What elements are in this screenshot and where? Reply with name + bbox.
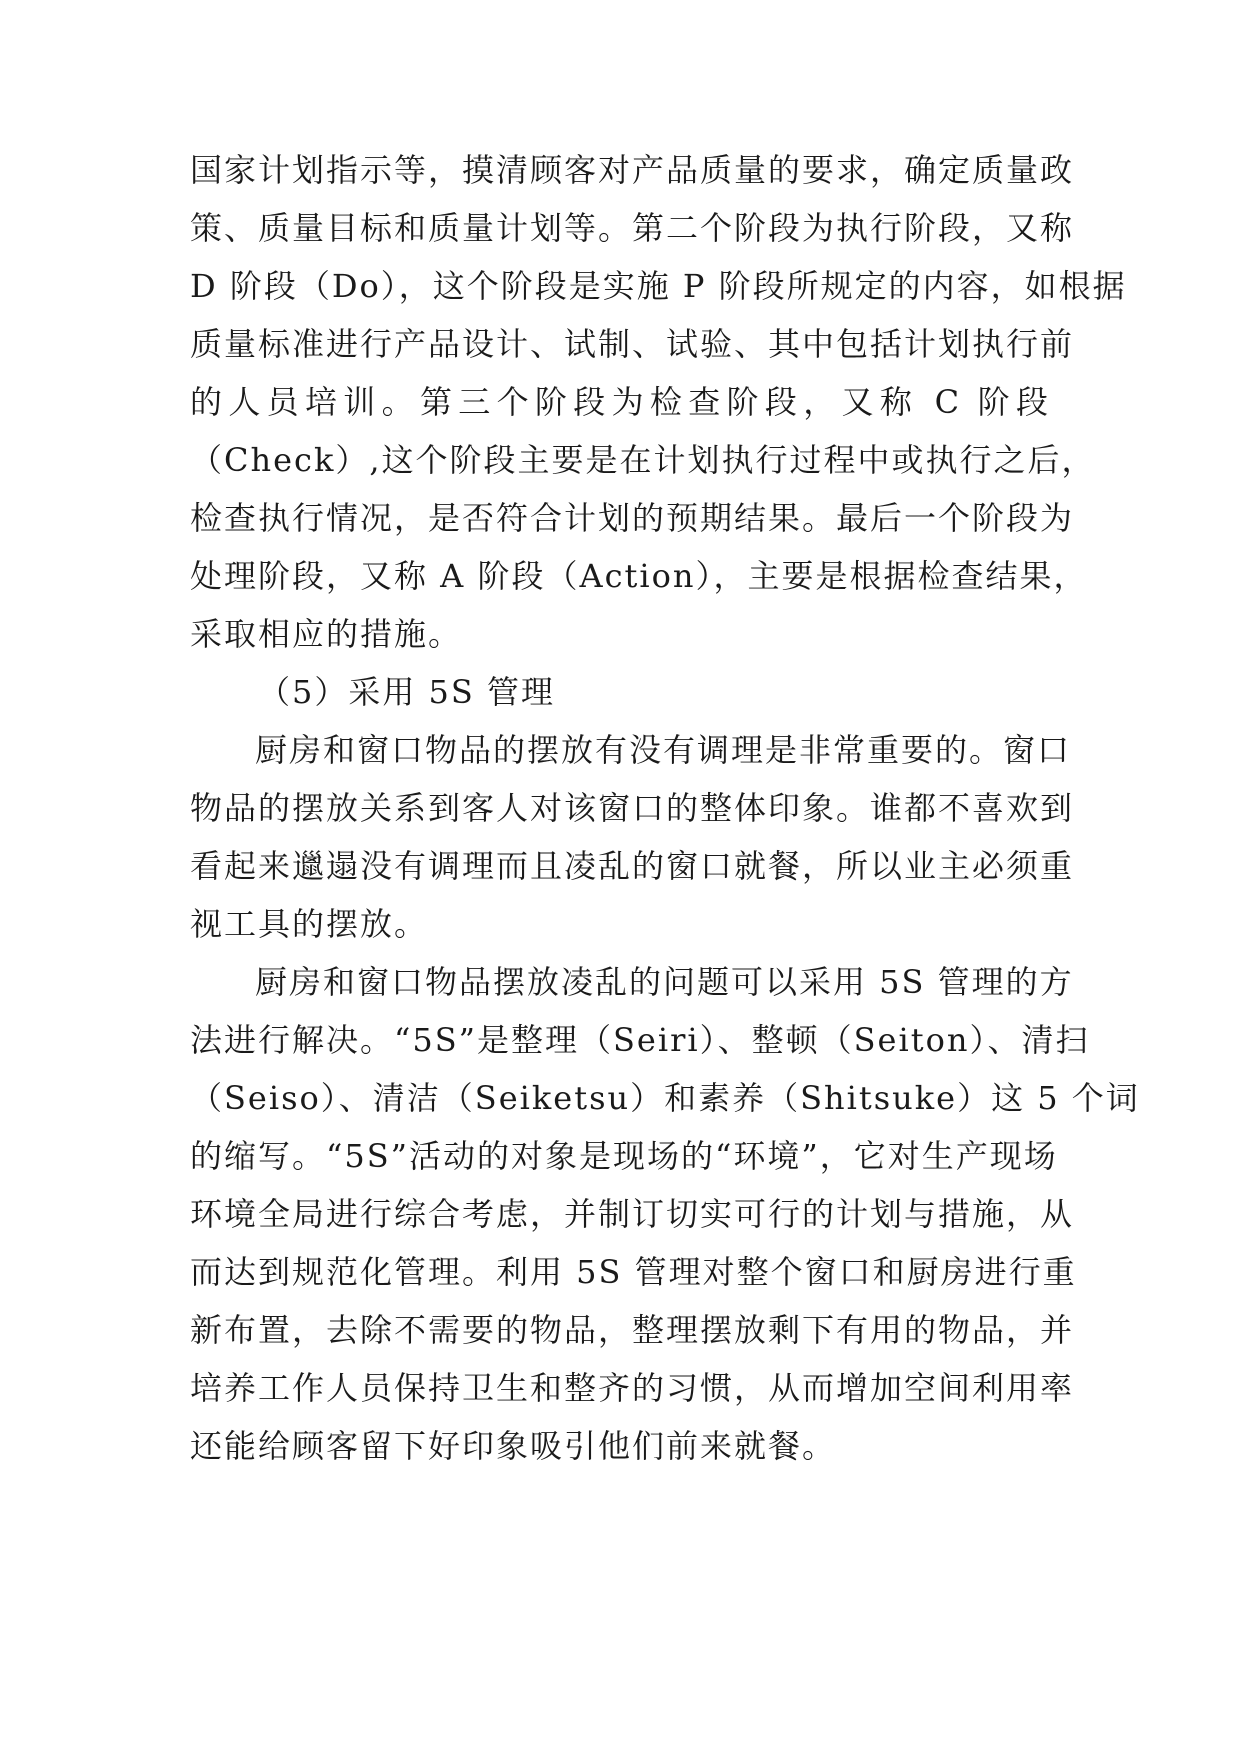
text-line: 检查执行情况，是否符合计划的预期结果。最后一个阶段为 <box>190 499 1075 537</box>
text-line: 新布置，去除不需要的物品，整理摆放剩下有用的物品，并 <box>190 1311 1075 1349</box>
text-line: 厨房和窗口物品的摆放有没有调理是非常重要的。窗口 <box>255 731 1072 769</box>
text-line: 厨房和窗口物品摆放凌乱的问题可以采用 5S 管理的方 <box>255 963 1074 1001</box>
text-line: 处理阶段，又称 A 阶段（Action），主要是根据检查结果， <box>190 557 1088 595</box>
text-line: 法进行解决。“5S”是整理（Seiri）、整顿（Seiton）、清扫 <box>190 1021 1090 1059</box>
text-line: 而达到规范化管理。利用 5S 管理对整个窗口和厨房进行重 <box>190 1253 1077 1291</box>
text-line: 采取相应的措施。 <box>190 615 463 653</box>
text-line: 的缩写。“5S”活动的对象是现场的“环境”，它对生产现场 <box>190 1137 1058 1175</box>
text-line: 环境全局进行综合考虑，并制订切实可行的计划与措施，从 <box>190 1195 1075 1233</box>
section-heading: （5）采用 5S 管理 <box>258 673 555 711</box>
text-line: 策、质量目标和质量计划等。第二个阶段为执行阶段，又称 <box>190 209 1075 247</box>
text-line: 的人员培训。第三个阶段为检查阶段，又称 C 阶段 <box>190 383 1050 421</box>
text-line: 培养工作人员保持卫生和整齐的习惯，从而增加空间利用率 <box>190 1369 1075 1407</box>
text-line: 视工具的摆放。 <box>190 905 429 943</box>
text-line: 看起来邋遢没有调理而且凌乱的窗口就餐，所以业主必须重 <box>190 847 1075 885</box>
text-line: （Seiso）、清洁（Seiketsu）和素养（Shitsuke）这 5 个词 <box>190 1079 1140 1117</box>
text-line: 质量标准进行产品设计、试制、试验、其中包括计划执行前 <box>190 325 1075 363</box>
text-line: 物品的摆放关系到客人对该窗口的整体印象。谁都不喜欢到 <box>190 789 1075 827</box>
text-line: 还能给顾客留下好印象吸引他们前来就餐。 <box>190 1427 837 1465</box>
text-line: （Check）,这个阶段主要是在计划执行过程中或执行之后， <box>190 441 1096 479</box>
text-line: D 阶段（Do），这个阶段是实施 P 阶段所规定的内容，如根据 <box>190 267 1127 305</box>
text-line: 国家计划指示等，摸清顾客对产品质量的要求，确定质量政 <box>190 151 1075 189</box>
